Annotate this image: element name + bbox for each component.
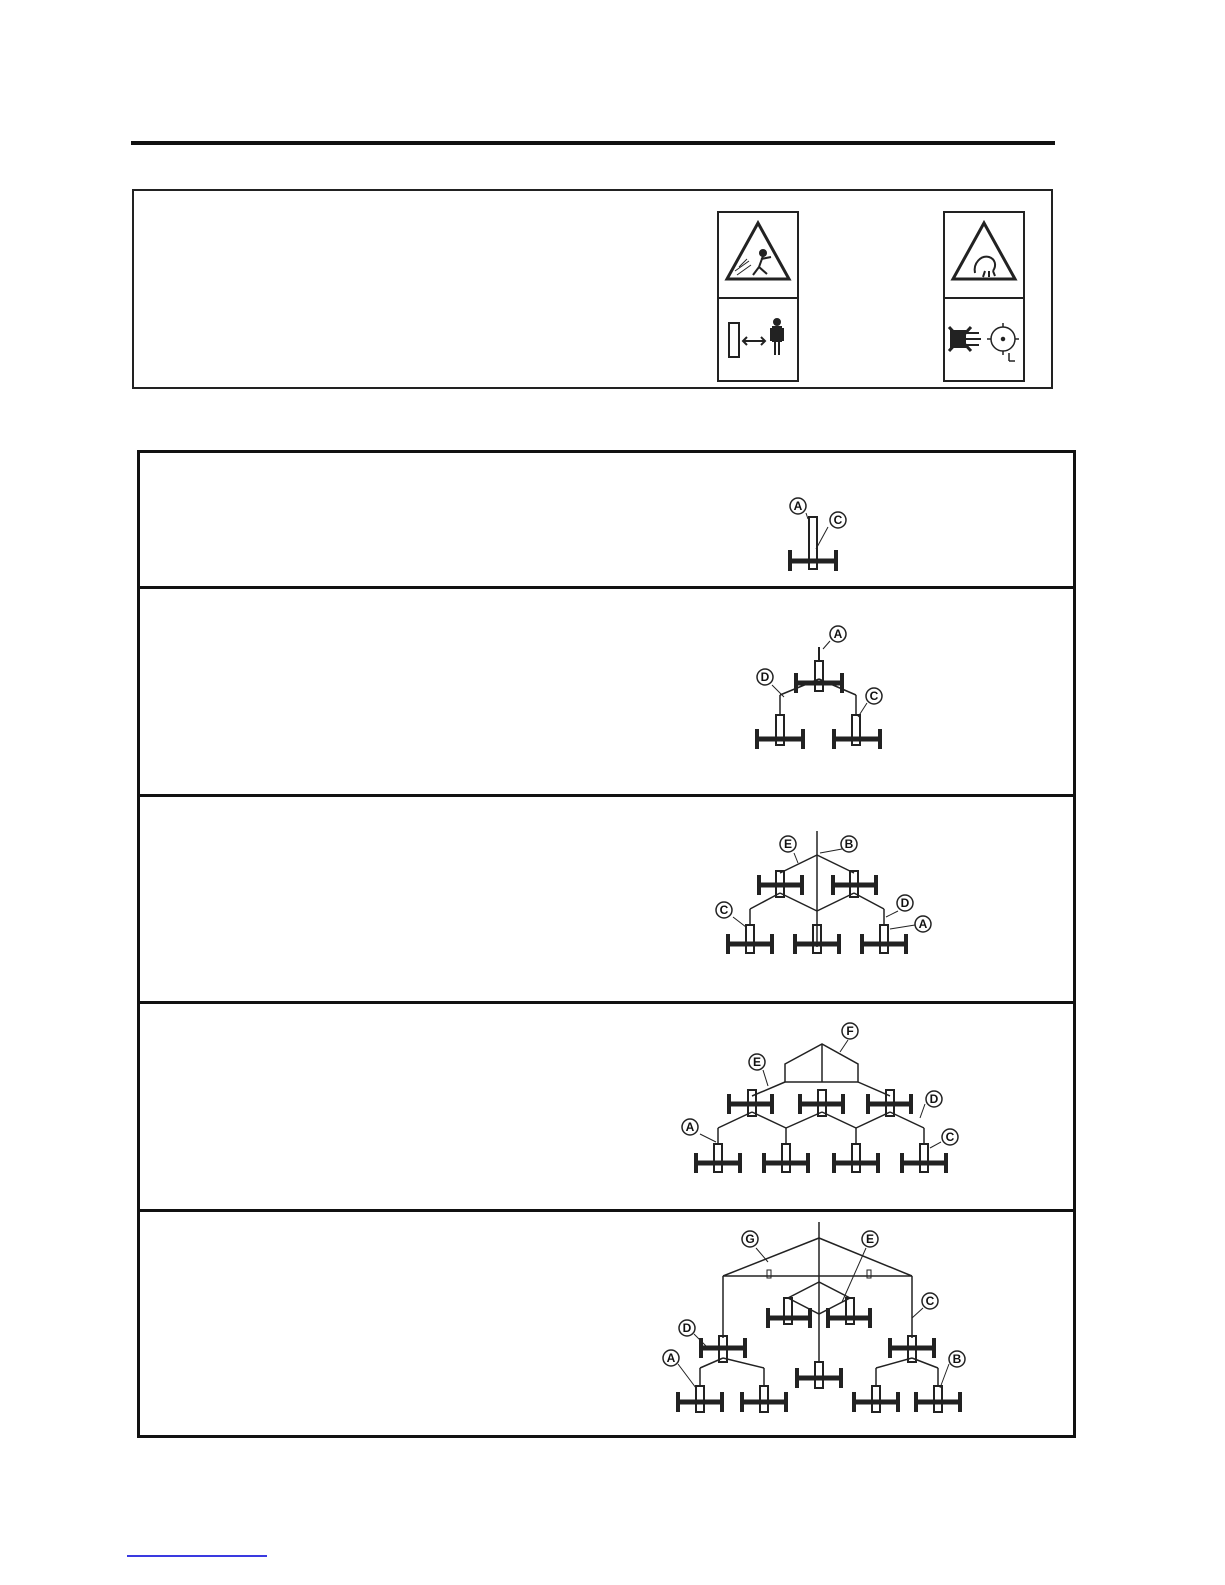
callout-label: C (945, 1130, 955, 1144)
callout-label: A (918, 917, 928, 931)
callout-label: B (844, 837, 854, 851)
callout-label: A (666, 1351, 676, 1365)
callout-label: C (869, 689, 879, 703)
rotor-diagram-3 (140, 797, 1073, 1001)
safety-decal-entanglement (943, 211, 1025, 382)
callout-label: C (833, 513, 843, 527)
safety-decal-thrown-objects (717, 211, 799, 382)
rotor-diagram-2 (140, 589, 1073, 794)
callout-label: G (745, 1232, 755, 1246)
rotor-icon (987, 323, 1019, 361)
callout-label: B (952, 1352, 962, 1366)
footer-link-underline[interactable] (127, 1555, 267, 1557)
callout-label: E (865, 1232, 875, 1246)
callout-label: E (752, 1055, 762, 1069)
callout-label: D (900, 896, 910, 910)
hands-away-icon (949, 327, 981, 351)
header-rule (131, 141, 1055, 145)
config-row-1 (140, 453, 1073, 589)
rotor-diagram-4 (140, 1004, 1073, 1209)
config-row-5 (140, 1212, 1073, 1438)
callout-label: A (833, 627, 843, 641)
callout-label: E (783, 837, 793, 851)
safety-warning-box (132, 189, 1053, 389)
config-row-4 (140, 1004, 1073, 1212)
config-row-3 (140, 797, 1073, 1004)
keep-distance-icon (729, 319, 783, 357)
rotor-configuration-table (137, 450, 1076, 1438)
rotor-diagram-1 (140, 453, 1073, 586)
rotor-diagram-5 (140, 1212, 1073, 1438)
hand-entanglement-icon (975, 257, 995, 277)
callout-label: C (925, 1294, 935, 1308)
config-row-2 (140, 589, 1073, 797)
callout-label: A (685, 1120, 695, 1134)
callout-label: F (846, 1024, 854, 1038)
callout-label: D (760, 670, 770, 684)
callout-label: A (793, 499, 803, 513)
callout-label: D (682, 1321, 692, 1335)
warning-triangle-icon (953, 223, 1015, 279)
callout-label: D (929, 1092, 939, 1106)
callout-label: C (719, 903, 729, 917)
